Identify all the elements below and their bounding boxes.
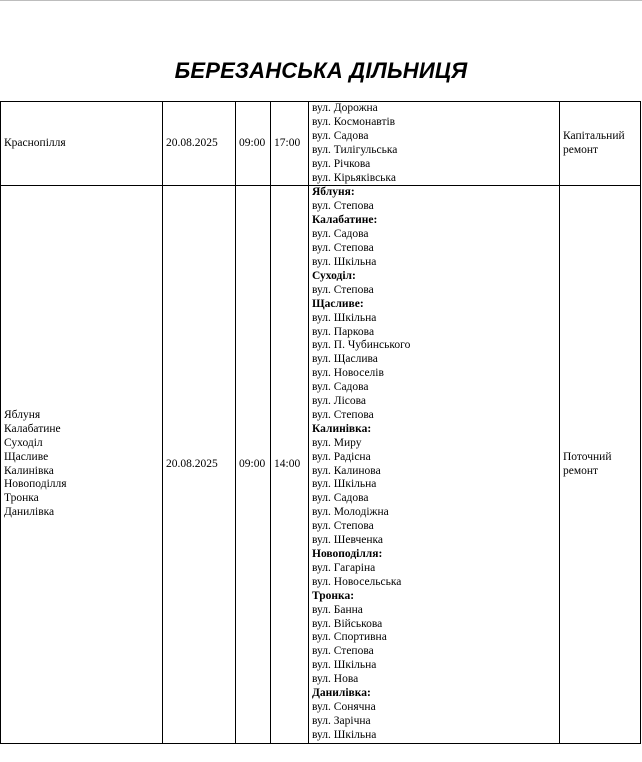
street-line: вул. Нова bbox=[312, 673, 359, 686]
settlement-name: Суходіл bbox=[4, 436, 43, 449]
street-line: вул. Військова bbox=[312, 617, 383, 630]
settlement-name: Щасливе bbox=[4, 450, 49, 463]
street-line: Новоподілля: bbox=[312, 548, 383, 560]
street-line: вул. Шкільна bbox=[312, 659, 377, 672]
settlement-name: Калабатине bbox=[4, 422, 61, 435]
street-line: вул. Миру bbox=[312, 436, 362, 449]
street-line: вул. Степова bbox=[312, 283, 374, 296]
street-line: Калабатине: bbox=[312, 214, 378, 227]
work-type-text: Поточний bbox=[563, 450, 612, 463]
street-line: вул. Космонавтів bbox=[312, 115, 396, 128]
page-title: БЕРЕЗАНСЬКА ДІЛЬНИЦЯ bbox=[174, 58, 468, 83]
street-line: Тронка: bbox=[312, 589, 355, 602]
street-line: вул. Радісна bbox=[312, 450, 371, 463]
table-row bbox=[1, 102, 641, 186]
street-line: вул. Садова bbox=[312, 492, 369, 505]
settlements-cell bbox=[1, 186, 163, 743]
street-line: вул. Степова bbox=[312, 242, 374, 255]
settlement-name: Данилівка bbox=[4, 506, 55, 519]
end-time-cell: 14:00 bbox=[271, 186, 309, 743]
work-type-text: Капітальний bbox=[563, 129, 625, 142]
street-line: вул. Сонячна bbox=[312, 700, 376, 713]
settlement-name: Яблуня bbox=[4, 408, 41, 421]
top-divider bbox=[0, 0, 642, 1]
street-line: вул. Шкільна bbox=[312, 478, 377, 491]
street-line: вул. Річкова bbox=[312, 157, 371, 170]
settlement-name: Тронка bbox=[4, 492, 39, 505]
street-line: вул. Степова bbox=[312, 408, 374, 421]
street-line: Яблуня: bbox=[312, 186, 355, 199]
outage-schedule-table bbox=[0, 101, 641, 744]
street-line: вул. П. Чубинського bbox=[312, 339, 411, 352]
street-line: вул. Лісова bbox=[312, 395, 367, 408]
start-time-cell: 09:00 bbox=[236, 102, 271, 186]
street-line: вул. Шкільна bbox=[312, 728, 377, 741]
date-cell: 20.08.2025 bbox=[163, 102, 236, 186]
street-line: вул. Степова bbox=[312, 200, 374, 213]
street-line: вул. Степова bbox=[312, 520, 374, 533]
street-line: вул. Садова bbox=[312, 381, 369, 394]
street-line: вул. Шкільна bbox=[312, 255, 377, 268]
street-line: вул. Садова bbox=[312, 228, 369, 241]
end-time-cell: 17:00 bbox=[271, 102, 309, 186]
work-type-cell bbox=[560, 102, 641, 186]
street-line: вул. Гагаріна bbox=[312, 561, 376, 574]
street-line: Щасливе: bbox=[312, 297, 364, 310]
street-line: Данилівка: bbox=[312, 687, 371, 700]
streets-cell bbox=[309, 102, 560, 186]
work-type-text: ремонт bbox=[563, 143, 599, 156]
street-line: вул. Новоселів bbox=[312, 367, 384, 380]
table-row bbox=[1, 186, 641, 743]
settlements-cell bbox=[1, 102, 163, 186]
street-line: вул. Тилігульська bbox=[312, 143, 398, 156]
street-line: вул. Шевченка bbox=[312, 534, 384, 547]
street-line: вул. Кірьяківська bbox=[312, 171, 396, 184]
street-line: вул. Калинова bbox=[312, 464, 381, 477]
street-line: вул. Дорожна bbox=[312, 102, 378, 114]
settlement-name: Краснопілля bbox=[4, 136, 66, 149]
street-line: вул. Новосельська bbox=[312, 575, 402, 588]
street-line: Калинівка: bbox=[312, 422, 372, 435]
street-line: вул. Молодіжна bbox=[312, 506, 389, 519]
street-line: вул. Зарічна bbox=[312, 714, 371, 727]
street-line: вул. Шкільна bbox=[312, 311, 377, 324]
date-cell: 20.08.2025 bbox=[163, 186, 236, 743]
settlement-name: Калинівка bbox=[4, 464, 54, 477]
work-type-cell bbox=[560, 186, 641, 743]
street-line: вул. Щаслива bbox=[312, 353, 378, 366]
settlement-name: Новоподілля bbox=[4, 478, 67, 491]
street-line: вул. Садова bbox=[312, 129, 369, 142]
street-line: вул. Банна bbox=[312, 603, 363, 616]
streets-cell bbox=[309, 186, 560, 743]
street-line: вул. Степова bbox=[312, 645, 374, 658]
start-time-cell: 09:00 bbox=[236, 186, 271, 743]
street-line: Суходіл: bbox=[312, 269, 356, 282]
work-type-text: ремонт bbox=[563, 464, 599, 477]
street-line: вул. Спортивна bbox=[312, 631, 387, 644]
street-line: вул. Паркова bbox=[312, 325, 375, 338]
